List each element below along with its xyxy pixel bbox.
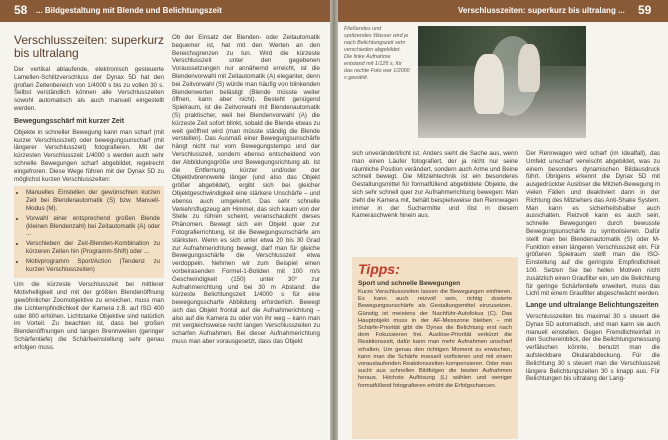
right-column-b-paragraph: Der Rennwagen wird scharf (im Idealfall), das Umfeld unscharf verwischt abgebildet, was zu einem besonders dynamischen Bildausdruck führt. Übrigens erkennt die Dynax 5D mit ausgedrückter Auslöser die Mitzieh-Bewegung in vielen Fällen und deaktiviert dann in der Richtung des Mitziehers das Anti-Shake System. Man kann es sicherheitshalber auch ausschalten. Reizvoll kann es auch sein, schnelle Bewegungen durch bewusste Bewegungsunschärfe zu symbolisieren. Dafür stellt man bei Blendenautomatik (S) oder M-Funktion einen längeren Verschlusszeit ein. Für größeren Spielraum stellt man die ISO-Einstellung auf die geringste Empfindlichkeit 100. Setzen Sie bei hellen Motiven nicht zusätzlich einen Graufilter ein, um die Belichtung für geringe Schärfentiefe erweitert, muss das Licht mit einem Graufilter abgeschwächt werden. [526, 150, 660, 298]
section1-after-paragraph: Um die kürzeste Verschlusszeit bei mittlerer Motivhelligkeit und mit der größten Blendenöffnung gewöhnlicher Zoomobjektive zu erreichen, muss man die Lichtempfindlichkeit der Kamera z.B. auf ISO 400 oder 800 erhöhen. Lichtstarke Objektive sind natürlich im Vorteil. Zu beachten ist, dass bei großen Blendenöffnungen und langen Brennweiten (geringer Schärfentiefe) die Schärfeeinstellung sehr genau erfolgen muss. [14, 281, 164, 351]
left-header-text: ... Bildgestaltung mit Blende und Belichtungszeit [36, 6, 222, 15]
bullet-item: • Verschieben der Zeit-Blenden-Kombination zu kürzeren Zeiten hin (Programm-Shift) oder ... [26, 240, 160, 256]
tips-title: Tipps: [358, 261, 400, 277]
photo-caption: Fließendes und spritzendes Wasser wird je nach Belichtungszeit sehr verschieden abgebildet. Die linke Aufnahme entstand mit 1/125 s, für das rechte Foto war 1/2000 s gewählt. [344, 26, 410, 81]
photo-statue-secondary [518, 44, 540, 92]
fountain-photo [418, 26, 586, 138]
section1-paragraph: Objekte in schneller Bewegung kann man scharf (mit kurzer Verschlusszeit) oder bewegungsunscharf (mit längerer Verschlusszeit) fotografieren. Mit der kürzesten Verschlusszeit 1/4000 s werden auch sehr schnelle Bewegungen scharf abgebildet, regelrecht eingefroren. Diese Wege führen mit der Dynax 5D zu möglichst kurzen Verschlusszeiten: [14, 128, 164, 183]
photo-statue [474, 54, 504, 114]
section1-heading: Bewegungsschärf mit kurzer Zeit [14, 117, 125, 125]
right-column-a [352, 150, 518, 223]
tips-subheading: Sport und schnelle Bewegungen [358, 280, 461, 287]
bullet-box [14, 186, 164, 278]
tips-body: Kurze Verschlusszeiten lassen die Bewegungen einfrieren. Es kann auch reizvoll sein, richtig dosierte Bewegungsunschärfe als Gestaltungsmittel einzusetzen. Günstig ist meistens der Nachführ-Autofokus (C). Das Hauptobjekt muss in der AF-Messzone bleiben – mit Schärfe-Priorität gibt die Dynax die Belichtung erst nach dem Fokussieren frei. Auslöse-Priorität verkürzt die Reaktionszeit, dafür kann man mehr Aufnahmen unscharf erhalten. Um genau den richtigen Moment zu erwischen, kann man die Schärfe manuell vorfixieren und mit einem vorauslaufenden Reaktionszeiten kompensieren. Oder man sucht aus schnellen Bildfolgen die besten Aufnahmen heraus. Höchste Auflösung (L) wählen und weniger formatfüllend fotografieren erhöht die Erfolgschancen. [358, 289, 512, 389]
section-title: Verschlusszeiten: superkurz bis ultralang [14, 33, 164, 60]
section2-paragraph: Verschlusszeiten bis maximal 30 s steuert die Dynax 5D automatisch, und man kann sie auch manuell einstellen. Gegen Fremdlichteinfall in den Suchereinblick, der die Belichtungsmessung verfälschen könnte, benutzt man die aufsteckbare Okularabdeckung. Für die Belichtung 30 s steuert man die Verschlusszeit längere Belichtungszeiten 30 s knapp aus. Für Belichtungen bis ultralang der Lang- [526, 312, 660, 383]
bullet-item: • Motivprogramm Sport/Action (Tendenz zu kurzen Verschlusszeiten) [26, 258, 160, 274]
column2-paragraph: Ob der Einsatz der Blenden- oder Zeitautomatik bequemer ist, hat mit den Werten an den Bereichsgrenzen zu tun. Wird die kürzeste Verschlusszeit unter den gegebenen Voraussetzungen nur annähernd erreicht, ist die Blendenvorwahl mit Zeitautomatik (A) eleganter, denn bei Zeitvorwahl (S) würde man häufig von blinkenden Blendenwerten belästigt (Blende müsste weiter öffnen, kann aber nicht). Besteht genügend Spielraum, ist die Zeitvorwahl mit Blendenautomatik (S) praktischer, weil bei Blendenvorwahl (A) die kürzeste Zeit sofort blinkt, sobald die Blende etwas zu weit geöffnet wird (man müsste ständig die Blende verstellen). Das Ausmaß einer Bewegungsunschärfe hängt nicht nur vom Bewegungstempo und der Verschlusszeit, sondern ebenso entscheidend von der Abbildungsgröße und Bewegungsrichtung ab. Ist die Entfernung kürzer und/oder der Objektivbrennweite länger (und also das Objekt größer abgebildet), ergibt sich bei gleicher Objektgeschwindigkeit eine stärkere Unschärfe – und ebenso auch umgekehrt. Das sehr schnelle Verkehrsflugzeug am Himmel, das sich kaum von der Stelle zu rühren scheint, veranschaulicht dieses Phänomen. Bewegt sich ein Objekt quer zur Fotografierrichtung, ist die Bewegungsunschärfe am stärksten. Wenn es sich unter etwa 20 bis 30 Grad zur Aufnahmerichtung bewegt, darf man für gleiche Bewegungsschärfe die Verschlusszeit etwa verdoppeln. Nehmen wir zum Beispiel einen vorbeirasenden Formel-1-Boliden mit 100 m/s Geschwindigkeit (150) unter 30° zur Aufnahmerichtung und bei 30 m Abstand: die kürzeste Belichtungszeit 1/4000 s für eine bewegungsscharfe Abbildung erforderlich. Bewegt sich das Objekt frontal auf die Aufnahmerichtung – also auf die Kamera zu oder von ihr weg – kann man mit vergleichsweise recht langen Verschlusszeiten zu scharfen Aufnahmen. Bei dieser Aufnahmerichtung muss man aber vorausgesetzt, dass das Objekt [172, 34, 320, 346]
book-gutter [330, 0, 338, 440]
left-column-1 [14, 34, 164, 355]
left-header-bar [0, 0, 330, 22]
right-header-text: Verschlusszeiten: superkurz bis ultralang ... [458, 6, 625, 15]
left-page [0, 0, 330, 440]
right-page-number: 59 [638, 3, 652, 17]
left-page-number: 58 [14, 3, 28, 17]
left-column-2 [172, 34, 320, 349]
right-header-bar [338, 0, 668, 22]
right-column-b [526, 150, 660, 386]
right-column-a-paragraph: sich unverändert/licht ist. Anders sieht die Sache aus, wenn man einen Läufer fotografiert, der ja nicht nur seine räumliche Position verändert, sondern auch Arme und Beine schnell bewegt. Die Mitziehtechnik ist ein besonderes Gestaltungsmittel für formatfüllend abgebildete Objekte, die sich sehr schnell quer zur Aufnahmerichtung bewegen: Man zieht die Kamera mit, behält beispielsweise den Rennwagen immer in der Suchermitte und löst in diesem Kameraschwenk hinein aus. [352, 150, 518, 220]
tips-box [352, 257, 518, 439]
bullet-list [18, 189, 160, 273]
intro-paragraph: Der vertikal ablaufende, elektronisch gesteuerte Lamellen-Schlitzverschluss der Dynax 5D hat den großen Zeitenbereich von 1/4000 s bis zu vollen 30 s. Selbst verständlich können alle Verschlusszeiten sowohl automatisch als auch manuell eingestellt werden. [14, 66, 164, 112]
bullet-item: • Manuelles Einstellen der gewünschten kurzen Zeit bei Blendenautomatik (S) bzw. Manuell-Modus (M). [26, 189, 160, 212]
bullet-item: • Vorwahl einer entsprechend großen Blende (kleinen Blendenzahl) bei Zeitautomatik (A) oder ... [26, 215, 160, 238]
right-page [338, 0, 668, 440]
section2-heading: Lange und ultralange Belichtungszeiten [526, 302, 659, 310]
